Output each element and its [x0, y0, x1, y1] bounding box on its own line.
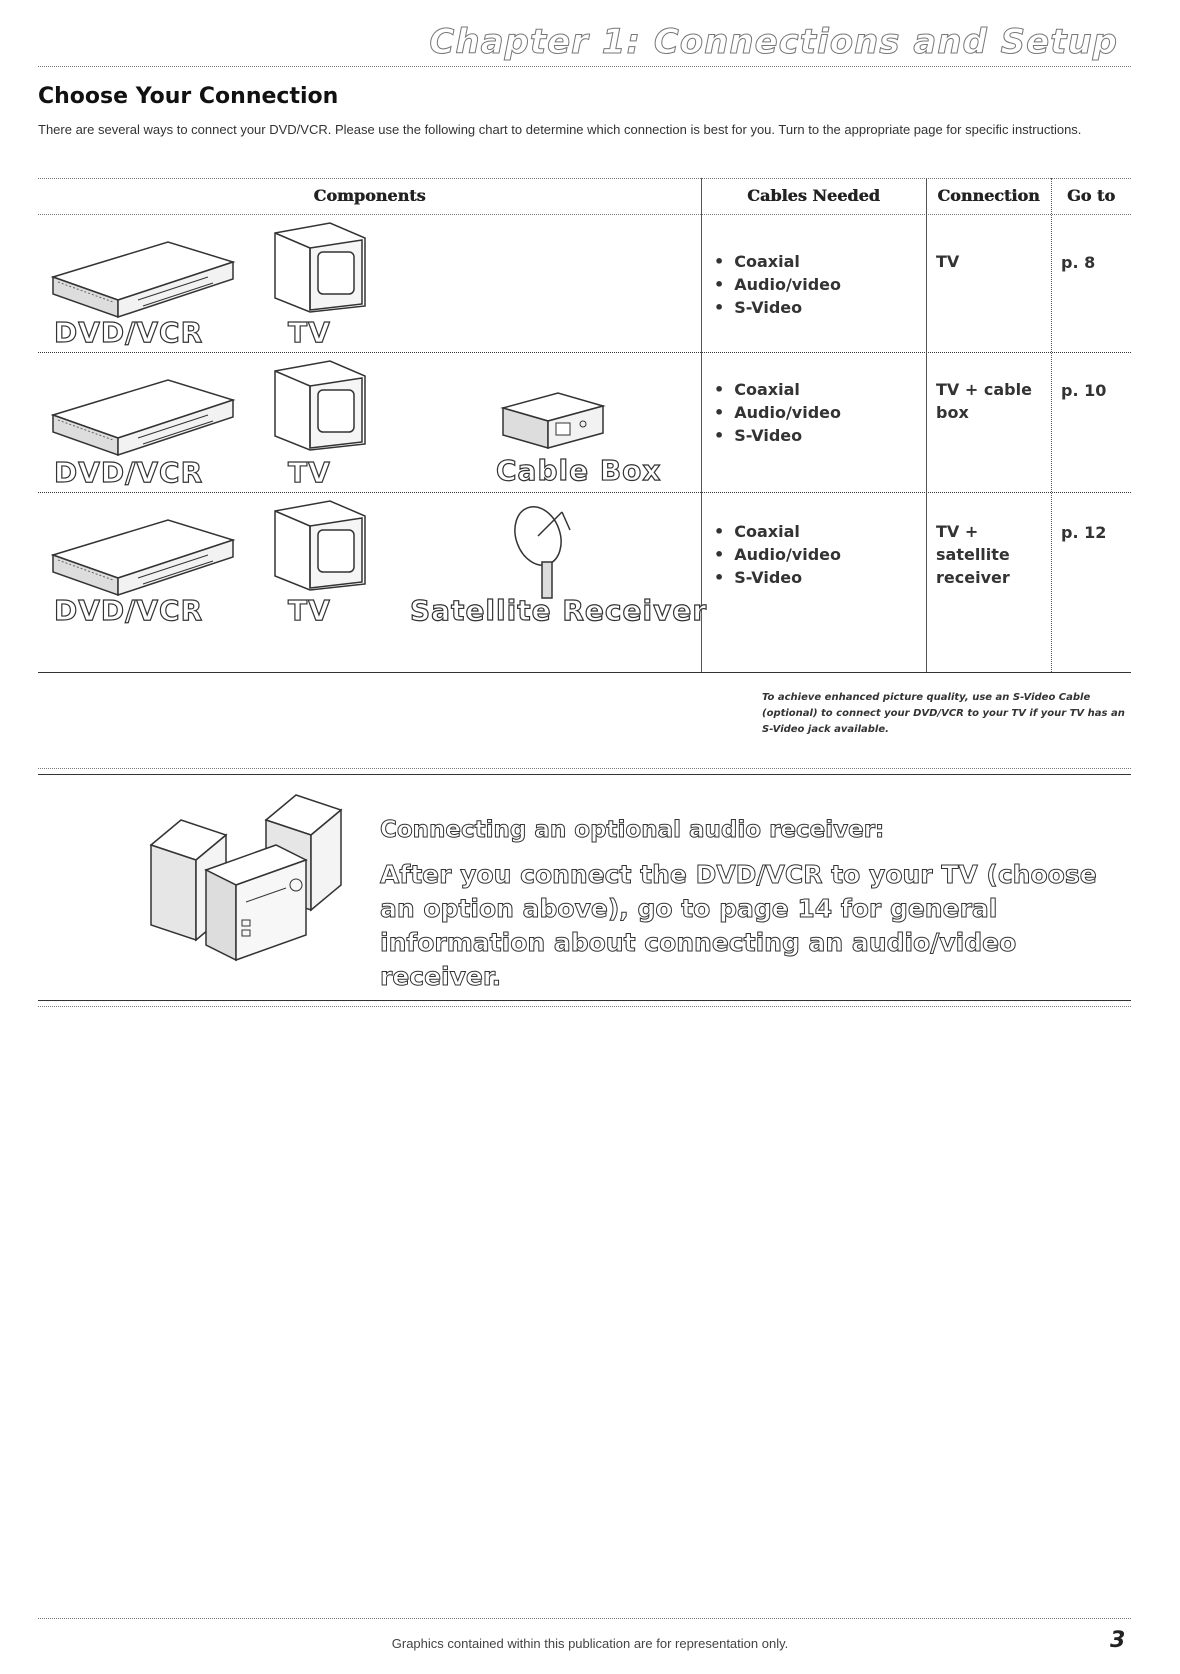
cable-item: • Audio/video [708, 273, 841, 296]
section-title: Choose Your Connection [38, 84, 339, 109]
connection-cell: TV + cable box [936, 380, 1032, 422]
table-note: To achieve enhanced picture quality, use an S-Video Cable (optional) to connect your DVD/VCR to your TV if your TV has an S-Video jack available. [762, 692, 1125, 735]
dvd-vcr-icon [48, 232, 238, 322]
cable-box-icon [498, 388, 608, 454]
connection-table [38, 178, 1131, 674]
section-rule [38, 774, 1131, 775]
component-label: Cable Box [496, 454, 662, 487]
footer-text: Graphics contained within this publication are for representation only. [391, 1636, 789, 1651]
tv-icon [270, 218, 370, 314]
cable-item: • Coaxial [708, 520, 841, 543]
page-number: 3 [1110, 1628, 1126, 1653]
component-label: Satellite Receiver [410, 594, 708, 627]
cables-list [708, 378, 841, 447]
table-row [38, 214, 1131, 352]
cable-item: • Audio/video [708, 401, 841, 424]
header-components: Components [313, 186, 426, 205]
goto-cell: p. 12 [1061, 523, 1107, 542]
intro-paragraph: There are several ways to connect your DVD/VCR. Please use the following chart to determine which connection is best for you. Turn to the appropriate page for specific instructions. [38, 122, 1082, 137]
header-rule [38, 66, 1131, 67]
connection-cell: TV + satellite receiver [936, 522, 1010, 587]
connection-cell: TV [936, 252, 960, 271]
cable-item: • S-Video [708, 424, 841, 447]
header-cables: Cables Needed [747, 186, 880, 205]
section-rule [38, 1000, 1131, 1001]
cable-item: • Coaxial [708, 378, 841, 401]
satellite-dish-icon [506, 500, 586, 604]
stereo-receiver-icon [146, 790, 366, 970]
section-rule [38, 1006, 1131, 1007]
tv-icon [270, 356, 370, 452]
receiver-heading: Connecting an optional audio receiver: [380, 817, 885, 843]
cable-item: • Coaxial [708, 250, 841, 273]
footer-rule [38, 1618, 1131, 1619]
chapter-title: Chapter 1: Connections and Setup [429, 22, 1118, 62]
cables-list [708, 520, 841, 589]
table-row [38, 352, 1131, 492]
dvd-vcr-icon [48, 370, 238, 460]
header-connection: Connection [937, 186, 1040, 205]
cable-item: • S-Video [708, 296, 841, 319]
receiver-text: After you connect the DVD/VCR to your TV (choose an option above), go to page 14 for general information about connecting an audio/video receiver. [380, 860, 1097, 991]
component-label: DVD/VCR [54, 316, 204, 349]
goto-cell: p. 10 [1061, 381, 1107, 400]
component-label: TV [288, 456, 331, 489]
goto-cell: p. 8 [1061, 253, 1096, 272]
header-goto: Go to [1067, 186, 1115, 205]
tv-icon [270, 496, 370, 592]
table-bottom-rule [38, 672, 1131, 673]
component-label: TV [288, 594, 331, 627]
component-label: DVD/VCR [54, 456, 204, 489]
dvd-vcr-icon [48, 510, 238, 600]
table-row [38, 492, 1131, 672]
section-rule [38, 768, 1131, 769]
cable-item: • S-Video [708, 566, 841, 589]
component-label: DVD/VCR [54, 594, 204, 627]
component-label: TV [288, 316, 331, 349]
cables-list [708, 250, 841, 319]
cable-item: • Audio/video [708, 543, 841, 566]
